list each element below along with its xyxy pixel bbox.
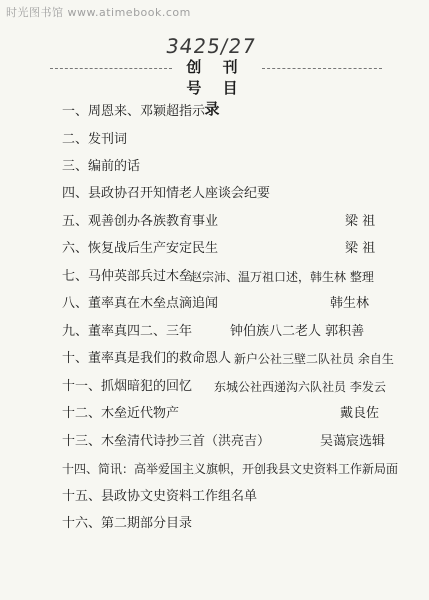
entry-number: 十三、: [62, 434, 102, 449]
toc-entry: [62, 515, 192, 533]
page-title: 创 刊 号 目 录: [186, 58, 246, 118]
entry-author: 梁 祖: [345, 241, 376, 256]
toc-entry: [62, 323, 365, 341]
entry-number: 三、: [62, 159, 89, 174]
entry-title: 抓烟暗犯的回忆: [101, 379, 193, 394]
toc-entry: [62, 185, 270, 203]
entry-author: 赵宗沛、温万祖口述，韩生林 整理: [190, 270, 374, 284]
toc-entry: [62, 295, 370, 313]
entry-number: 十四、: [62, 462, 99, 476]
title-rule-left: [50, 68, 172, 70]
entry-title: 发刊词: [88, 132, 128, 147]
entry-author: 吴蔼宸选辑: [320, 434, 386, 449]
entry-title: 周恩来、邓颖超指示: [88, 104, 206, 119]
entry-title: 县政协文史资料工作组名单: [101, 489, 258, 504]
entry-number: 九、: [62, 324, 89, 339]
entry-author: 东城公社西递沟六队社员 李发云: [214, 380, 386, 394]
toc-entry: [62, 433, 386, 451]
entry-number: 六、: [62, 241, 89, 256]
entry-author: 新户公社三壁二队社员 余自生: [234, 352, 394, 366]
toc-entry: [62, 131, 127, 149]
entry-title: 董率真是我们的救命恩人: [88, 351, 232, 366]
entry-title: 观善创办各族教育事业: [88, 214, 219, 229]
entry-number: 十、: [62, 351, 89, 366]
entry-title: 恢复战后生产安定民生: [88, 241, 219, 256]
toc-entry: [62, 460, 398, 478]
entry-title: 县政协召开知情老人座谈会纪要: [88, 186, 271, 201]
title-rule-right: [262, 68, 382, 70]
entry-author: 梁 祖: [345, 214, 376, 229]
entry-author: 钟伯族八二老人 郭积善: [230, 324, 365, 339]
entry-number: 二、: [62, 132, 89, 147]
entry-author: 韩生林: [330, 296, 370, 311]
entry-number: 一、: [62, 104, 89, 119]
watermark: 时光图书馆 www.atimebook.com: [6, 6, 191, 19]
handwritten-catalog-number: 3425/27: [164, 34, 258, 58]
entry-number: 十一、: [62, 379, 102, 394]
entry-title: 木垒近代物产: [101, 406, 180, 421]
entry-title: 董率真在木垒点滴追闻: [88, 296, 219, 311]
toc-entry: [62, 103, 205, 121]
entry-title: 董率真四二、三年: [88, 324, 193, 339]
toc-entry: [62, 378, 386, 396]
entry-author: 戴良佐: [340, 406, 380, 421]
entry-title: 木垒清代诗抄三首（洪亮吉）: [101, 434, 271, 449]
entry-number: 八、: [62, 296, 89, 311]
toc-entry: [62, 158, 140, 176]
toc-entry: [62, 240, 376, 258]
entry-title: 马仲英部兵过木垒: [88, 269, 193, 284]
entry-title: 简讯：高举爱国主义旗帜，开创我县文史资料工作新局面: [98, 462, 399, 476]
toc-entry: [62, 488, 257, 506]
entry-number: 四、: [62, 186, 89, 201]
entry-number: 十二、: [62, 406, 102, 421]
entry-number: 十五、: [62, 489, 102, 504]
toc-entry: [62, 350, 394, 368]
entry-number: 七、: [62, 269, 89, 284]
entry-title: 第二期部分目录: [101, 516, 193, 531]
toc-entry: [62, 213, 376, 231]
entry-title: 编前的话: [88, 159, 141, 174]
toc-entry: [62, 405, 380, 423]
entry-number: 五、: [62, 214, 89, 229]
entry-number: 十六、: [62, 516, 102, 531]
toc-entry: [62, 268, 374, 286]
